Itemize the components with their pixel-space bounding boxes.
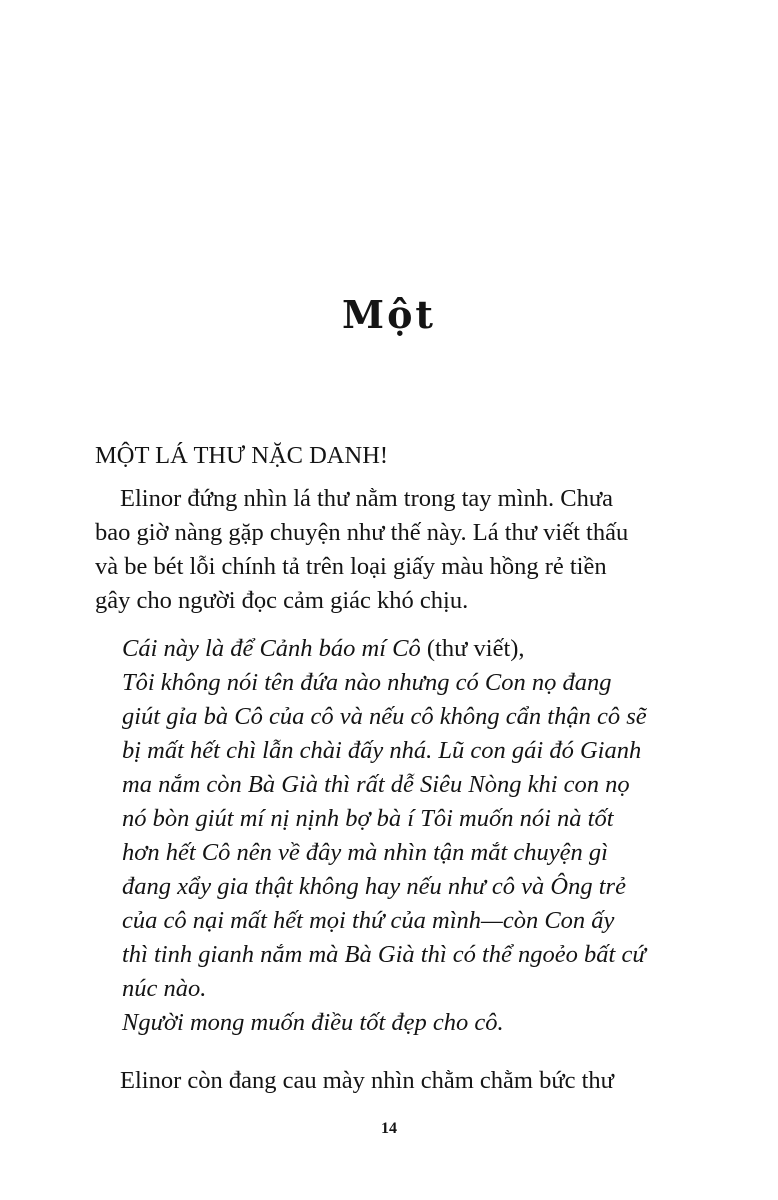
letter-line: hơn hết Cô nên về đây mà nhìn tận mắt chuyện gì — [122, 839, 608, 866]
letter-line: bị mất hết chì lẫn chài đấy nhá. Lũ con gái đó Gianh — [122, 737, 642, 764]
letter-line: của cô nại mất hết mọi thứ của mình—còn Con ấy — [122, 907, 615, 934]
letter-line: núc nào. — [122, 975, 207, 1002]
letter-quote — [122, 632, 692, 1040]
letter-line: ma nắm còn Bà Già thì rất dễ Siêu Nòng khi con nọ — [122, 771, 630, 798]
paragraph-line: Elinor đứng nhìn lá thư nằm trong tay mình. Chưa — [120, 485, 614, 512]
salutation-text: Cái này là để Cảnh báo mí Cô — [122, 635, 421, 662]
letter-line: nó bòn giút mí nị nịnh bợ bà í Tôi muốn nói nà tốt — [122, 805, 614, 832]
letter-line: đang xẩy gia thật không hay nếu như cô và Ông trẻ — [122, 873, 626, 900]
letter-line: Tôi không nói tên đứa nào nhưng có Con nọ đang — [122, 669, 612, 696]
section-heading: MỘT LÁ THƯ NẶC DANH! — [95, 442, 389, 469]
chapter-title: Một — [342, 292, 436, 337]
letter-signoff: Người mong muốn điều tốt đẹp cho cô. — [122, 1009, 504, 1036]
page-number: 14 — [381, 1120, 397, 1137]
letter-salutation — [122, 632, 692, 666]
paragraph-line: bao giờ nàng gặp chuyện như thế này. Lá thư viết thấu — [95, 519, 629, 546]
letter-line: giút gỉa bà Cô của cô và nếu cô không cẩn thận cô sẽ — [122, 703, 647, 730]
letter-line: thì tinh gianh nắm mà Bà Già thì có thể ngoẻo bất cứ — [122, 941, 646, 968]
paragraph-1 — [95, 482, 695, 618]
paragraph-line: và be bét lỗi chính tả trên loại giấy màu hồng rẻ tiền — [95, 553, 607, 580]
paragraph-line: gây cho người đọc cảm giác khó chịu. — [95, 587, 469, 614]
paragraph-2 — [95, 1064, 695, 1098]
salutation-note: (thư viết), — [426, 635, 525, 662]
paragraph-line: Elinor còn đang cau mày nhìn chằm chằm bức thư — [120, 1067, 614, 1094]
